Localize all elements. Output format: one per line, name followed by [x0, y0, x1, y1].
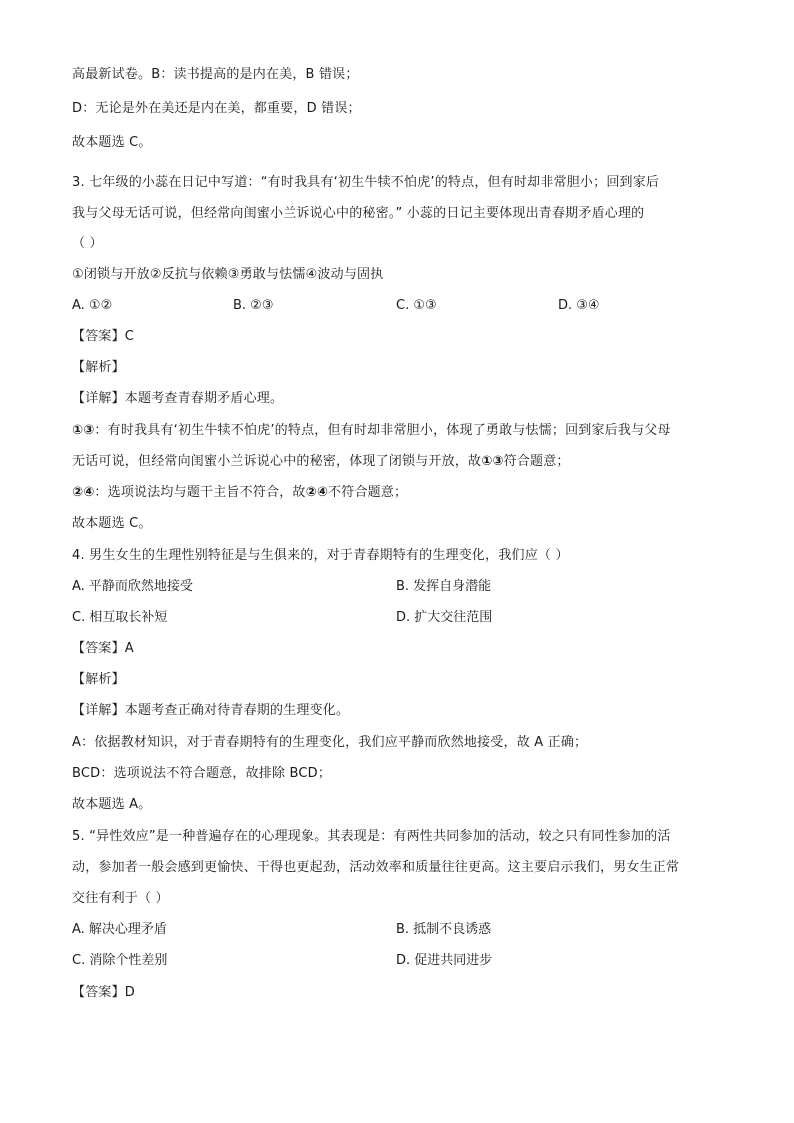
q3-detail-end-3: 不符合题意；	[328, 485, 408, 500]
q3-option-c: C. ①③	[396, 298, 437, 313]
q3-mark-24b: ②④	[305, 485, 329, 500]
q3-mark-24: ②④	[72, 485, 95, 500]
q3-analysis-heading: 【解析】	[72, 360, 125, 375]
q3-detail-end-2: 符合题意；	[503, 454, 570, 469]
q3-detail-line-3	[72, 484, 407, 502]
prev-conclusion: 故本题选 C。	[72, 135, 152, 150]
prev-explanation-line-2: D：无论是外在美还是内在美，都重要，D 错误；	[72, 101, 361, 116]
q3-answer: 【答案】C	[72, 329, 135, 344]
q5-stem-line-2: 动，参加者一般会感到更愉快、干得也更起劲，活动效率和质量往往更高。这主要启示我们，男女生正常	[72, 860, 680, 875]
q3-option-b: B. ②③	[233, 298, 274, 313]
q3-mark-13b: ①③	[481, 454, 504, 469]
q3-conclusion: 故本题选 C。	[72, 516, 152, 531]
q3-detail-text-1: ：有时我具有‘初生牛犊不怕虎’的特点，但有时却非常胆小，体现了勇敢与怯懦；回到家后我与父母	[94, 423, 671, 438]
q3-detail-text-2: 无话可说，但经常向闺蜜小兰诉说心中的秘密，体现了闭锁与开放，故	[72, 454, 482, 469]
q3-mark-13: ①③	[72, 423, 95, 438]
q4-option-a: A. 平静而欣然地接受	[72, 579, 193, 594]
q4-option-b: B. 发挥自身潜能	[396, 579, 492, 594]
q3-stem-line-1: 3. 七年级的小蕊在日记中写道：“有时我具有‘初生牛犊不怕虎’的特点，但有时却非常胆小；回到家后	[72, 175, 660, 190]
q5-stem-line-1: 5. “异性效应”是一种普遍存在的心理现象。其表现是：有两性共同参加的活动，较之只有同性参加的活	[72, 829, 671, 844]
q3-detail-text-3: ：选项说法均与题干主旨不符合，故	[94, 485, 306, 500]
q4-stem: 4. 男生女生的生理性别特征是与生俱来的，对于青春期特有的生理变化，我们应（ ）	[72, 548, 569, 563]
q5-option-b: B. 抵制不良诱惑	[396, 922, 492, 937]
q4-answer: 【答案】A	[72, 641, 134, 656]
q3-stem-line-3: （ ）	[72, 236, 103, 251]
q4-analysis-heading: 【解析】	[72, 672, 125, 687]
q3-option-a: A. ①②	[72, 298, 113, 313]
q3-detail-line-2	[72, 453, 570, 471]
q4-detail: 【详解】本题考查正确对待青春期的生理变化。	[72, 703, 350, 718]
q3-items: ①闭锁与开放②反抗与依赖③勇敢与怯懦④波动与固执	[72, 267, 384, 282]
q4-option-d: D. 扩大交往范围	[396, 610, 493, 625]
q3-option-d: D. ③④	[558, 298, 600, 313]
q4-conclusion: 故本题选 A。	[72, 797, 152, 812]
q3-detail-line-1	[72, 422, 671, 440]
q5-stem-line-3: 交往有利于（ ）	[72, 891, 169, 906]
q3-stem-line-2: 我与父母无话可说，但经常向闺蜜小兰诉说心中的秘密。” 小蕊的日记主要体现出青春期矛盾心理的	[72, 206, 645, 221]
q5-option-d: D. 促进共同进步	[396, 953, 493, 968]
q3-detail: 【详解】本题考查青春期矛盾心理。	[72, 391, 284, 406]
q4-detail-line-1: A：依据教材知识，对于青春期特有的生理变化，我们应平静而欣然地接受，故 A 正确；	[72, 735, 588, 750]
q4-option-c: C. 相互取长补短	[72, 610, 168, 625]
q5-option-a: A. 解决心理矛盾	[72, 922, 167, 937]
prev-explanation-line-1: 高最新试卷。B：读书提高的是内在美，B 错误；	[72, 67, 359, 82]
q5-answer: 【答案】D	[72, 985, 136, 1000]
q5-option-c: C. 消除个性差别	[72, 953, 168, 968]
q4-detail-line-2: BCD：选项说法不符合题意，故排除 BCD；	[72, 766, 332, 781]
